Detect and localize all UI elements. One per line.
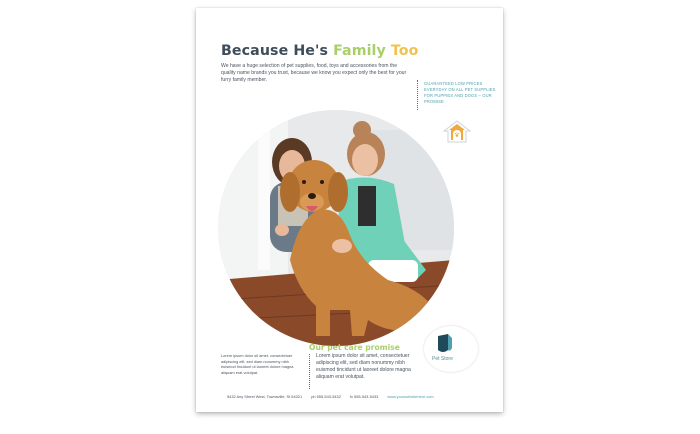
- pet-store-shield-logo: [424, 326, 478, 372]
- footer-fax: fx 555-543-5433: [349, 394, 379, 399]
- logo-badge: [424, 326, 478, 372]
- right-column-text: Lorem ipsum dolor sit amet, consectetuer adipiscing elit, sed diam nonummy nibh euismod tincidunt ut laoreet dolore magna aliquam erat volutpat.: [316, 353, 411, 380]
- logo-label: Pet Store: [432, 356, 453, 362]
- headline-part-2: Family: [333, 43, 386, 59]
- column-divider: [309, 354, 312, 389]
- headline: [221, 43, 501, 59]
- promise-title: Our pet care promise: [309, 343, 400, 352]
- pet-store-flyer: [196, 8, 503, 412]
- intro-paragraph: We have a huge selection of pet supplies, food, toys and accessories from the quality name brands you trust, because we know you expect only the best for your furry family member.: [221, 63, 407, 83]
- headline-part-1: Because He's: [221, 43, 334, 59]
- footer-website[interactable]: www.yourwebsitehere.com: [387, 394, 434, 399]
- footer-contact: [227, 394, 497, 399]
- footer-phone: ph 555-543-5432: [311, 394, 341, 399]
- footer-address: 5432 Any Street West, Townsville, St 54321: [227, 394, 303, 399]
- side-note: GUARANTEED LOW PRICES EVERYDAY ON ALL PET SUPPLIES FOR PUPPIES AND DOGS – OUR PROMISE: [424, 81, 496, 104]
- girls-with-golden-retriever-photo: [218, 110, 454, 346]
- side-note-divider: [417, 80, 420, 110]
- left-column-text: Lorem ipsum dolor sit amet, consectetuer adipiscing elit, sed diam nonummy nibh euismod tincidunt ut laoreet dolore magna aliquam erat volutpat.: [221, 353, 294, 375]
- headline-part-3: Too: [385, 43, 419, 59]
